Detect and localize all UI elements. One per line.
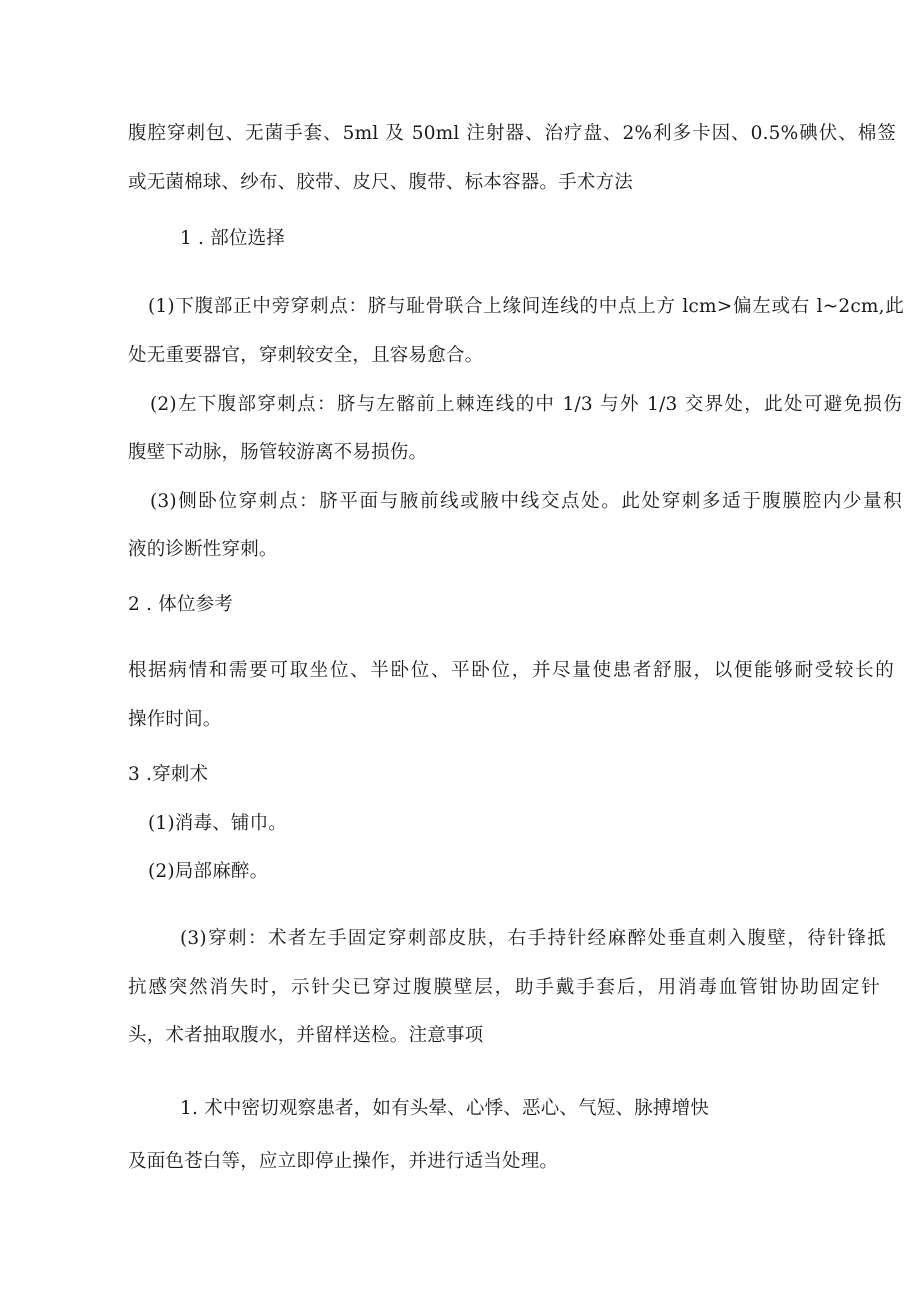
- precaution-1-line-1: 1. 术中密切观察患者，如有头晕、心悸、恶心、气短、脉搏增快: [180, 1098, 710, 1119]
- heading-body-position: 2 . 体位参考: [128, 594, 234, 615]
- step-1: (1)消毒、铺巾。: [148, 813, 288, 834]
- paragraph-materials-line-2: 或无菌棉球、纱布、胶带、皮尺、腹带、标本容器。手术方法: [128, 172, 633, 193]
- position-text-line-2: 操作时间。: [128, 709, 222, 730]
- step-3-line-3: 头，术者抽取腹水，并留样送检。注意事项: [128, 1025, 484, 1046]
- item-2-line-1: (2)左下腹部穿刺点：脐与左髂前上棘连线的中 1/3 与外 1/3 交界处，此处可避免损伤: [150, 394, 902, 415]
- item-3-line-2: 液的诊断性穿刺。: [128, 539, 278, 560]
- item-1-line-2: 处无重要器官，穿刺较安全，且容易愈合。: [128, 345, 484, 366]
- precaution-1-line-2: 及面色苍白等，应立即停止操作，并进行适当处理。: [128, 1151, 559, 1172]
- item-2-line-2: 腹壁下动脉，肠管较游离不易损伤。: [128, 442, 428, 463]
- position-text-line-1: 根据病情和需要可取坐位、半卧位、平卧位，并尽量使患者舒服，以便能够耐受较长的: [128, 660, 894, 681]
- item-3-line-1: (3)侧卧位穿刺点：脐平面与腋前线或腋中线交点处。此处穿刺多适于腹膜腔内少量积: [150, 491, 902, 512]
- heading-puncture: 3 .穿刺术: [128, 764, 209, 785]
- step-2: (2)局部麻醉。: [148, 861, 269, 882]
- step-3-line-2: 抗感突然消失时，示针尖已穿过腹膜壁层，助手戴手套后，用消毒血管钳协助固定针: [128, 977, 880, 998]
- paragraph-materials-line-1: 腹腔穿刺包、无菌手套、5ml 及 50ml 注射器、治疗盘、2%利多卡因、0.5%碘伏、棉签: [128, 123, 896, 144]
- item-1-line-1: (1)下腹部正中旁穿刺点：脐与耻骨联合上缘间连线的中点上方 lcm>偏左或右 l~2cm,此: [148, 296, 904, 317]
- heading-site-selection: 1 . 部位选择: [180, 228, 286, 249]
- step-3-line-1: (3)穿刺：术者左手固定穿刺部皮肤，右手持针经麻醉处垂直刺入腹壁，待针锋抵: [180, 928, 886, 949]
